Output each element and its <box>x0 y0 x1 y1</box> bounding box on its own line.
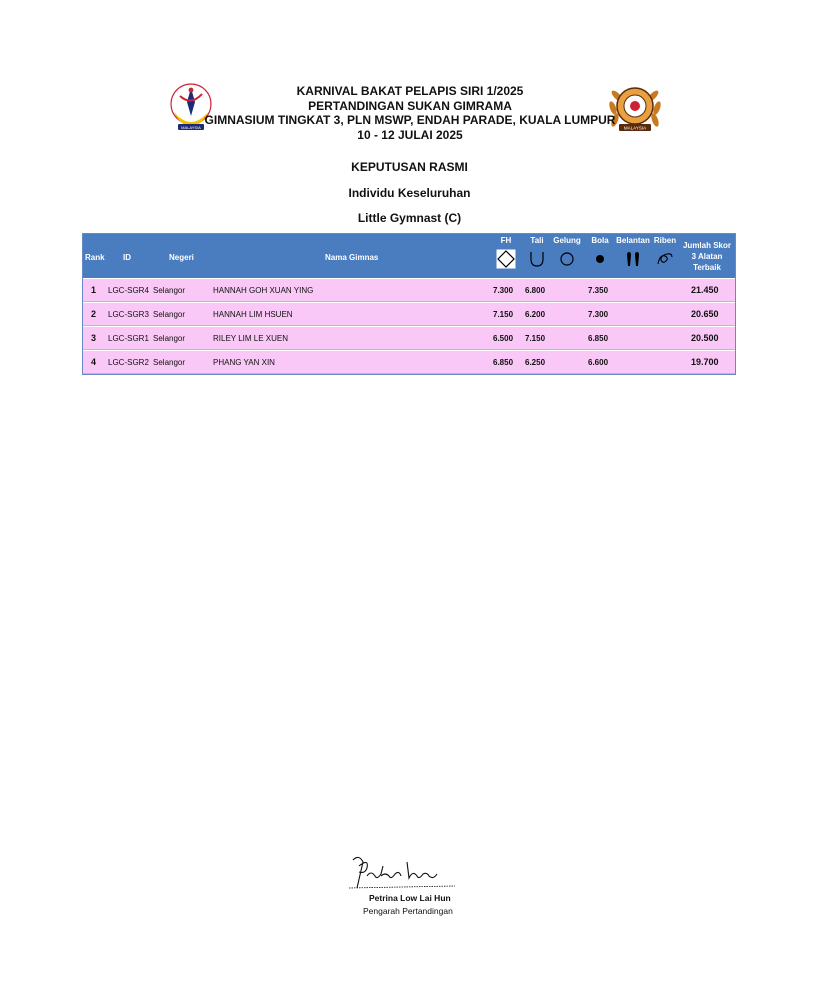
header-fh <box>489 236 523 269</box>
cell-id: LGC-SGR4 <box>108 286 149 295</box>
table-row <box>83 302 735 326</box>
header-fh-label: FH <box>500 236 512 245</box>
cell-rank: 1 <box>91 285 97 295</box>
cell-total: 20.650 <box>691 309 719 319</box>
rope-icon <box>527 249 547 269</box>
header-bola <box>583 236 617 269</box>
cell-fh: 6.850 <box>493 358 514 367</box>
cell-fh: 7.150 <box>493 310 514 319</box>
cell-bola: 6.850 <box>588 334 609 343</box>
logo-left-text: MALAYSIA <box>181 125 201 130</box>
cell-rank: 4 <box>91 357 97 367</box>
header-tali-label: Tali <box>530 236 544 245</box>
free-hand-icon <box>496 249 516 269</box>
event-date: 10 - 12 JULAI 2025 <box>357 127 463 142</box>
cell-nama: HANNAH LIM HSUEN <box>213 310 293 319</box>
header-total-line1: Jumlah Skor <box>682 241 731 250</box>
cell-fh: 7.300 <box>493 286 514 295</box>
signatory-name: Petrina Low Lai Hun <box>369 893 451 903</box>
header-nama: Nama Gimnas <box>325 253 379 262</box>
header-bola-label: Bola <box>591 236 609 245</box>
cell-bola: 7.300 <box>588 310 609 319</box>
header-rank: Rank <box>85 253 105 262</box>
cell-id: LGC-SGR2 <box>108 358 149 367</box>
event-subtitle: PERTANDINGAN SUKAN GIMRAMA <box>308 98 512 113</box>
header-belantan-label: Belantan <box>616 236 650 245</box>
header-belantan <box>614 236 652 269</box>
cell-tali: 6.250 <box>525 358 546 367</box>
header-total-line2: 3 Alatan <box>691 252 723 261</box>
header-riben-label: Riben <box>653 236 677 245</box>
event-title: KARNIVAL BAKAT PELAPIS SIRI 1/2025 <box>296 84 524 98</box>
header-gelung-label: Gelung <box>553 236 581 245</box>
cell-tali: 7.150 <box>525 334 546 343</box>
logo-right-text: MALAYSIA <box>623 125 647 131</box>
header-id: ID <box>123 253 131 262</box>
division-title: Little Gymnast (C) <box>357 211 462 225</box>
header-total <box>680 240 734 273</box>
cell-negeri: Selangor <box>153 358 186 367</box>
header-tali <box>520 236 554 269</box>
cell-id: LGC-SGR3 <box>108 310 149 319</box>
cell-rank: 3 <box>91 333 97 343</box>
table-row <box>83 326 735 350</box>
signature-icon <box>345 852 460 894</box>
official-result-title: KEPUTUSAN RASMI <box>351 160 468 174</box>
event-venue: GIMNASIUM TINGKAT 3, PLN MSWP, ENDAH PARADE, KUALA LUMPUR <box>204 113 616 127</box>
signatory-title: Pengarah Pertandingan <box>363 906 453 916</box>
table-row <box>83 278 735 302</box>
cell-nama: RILEY LIM LE XUEN <box>213 334 288 343</box>
ribbon-icon <box>655 249 675 269</box>
header-total-line3: Terbaik <box>693 263 721 272</box>
cell-nama: HANNAH GOH XUAN YING <box>213 286 314 295</box>
table-header <box>83 234 735 278</box>
results-table <box>82 233 736 375</box>
header-negeri: Negeri <box>169 253 194 262</box>
cell-tali: 6.200 <box>525 310 546 319</box>
ball-icon <box>590 249 610 269</box>
clubs-icon <box>623 249 643 269</box>
cell-negeri: Selangor <box>153 286 186 295</box>
hoop-icon <box>557 249 577 269</box>
header-riben <box>648 236 682 269</box>
cell-bola: 7.350 <box>588 286 609 295</box>
cell-total: 19.700 <box>691 357 719 367</box>
category-title: Individu Keseluruhan <box>348 186 471 200</box>
cell-fh: 6.500 <box>493 334 514 343</box>
cell-tali: 6.800 <box>525 286 546 295</box>
cell-negeri: Selangor <box>153 334 186 343</box>
cell-negeri: Selangor <box>153 310 186 319</box>
cell-bola: 6.600 <box>588 358 609 367</box>
table-row <box>83 350 735 374</box>
cell-total: 21.450 <box>691 285 719 295</box>
cell-total: 20.500 <box>691 333 719 343</box>
cell-nama: PHANG YAN XIN <box>213 358 275 367</box>
event-header <box>160 84 660 142</box>
cell-rank: 2 <box>91 309 97 319</box>
header-gelung <box>550 236 584 269</box>
cell-id: LGC-SGR1 <box>108 334 149 343</box>
